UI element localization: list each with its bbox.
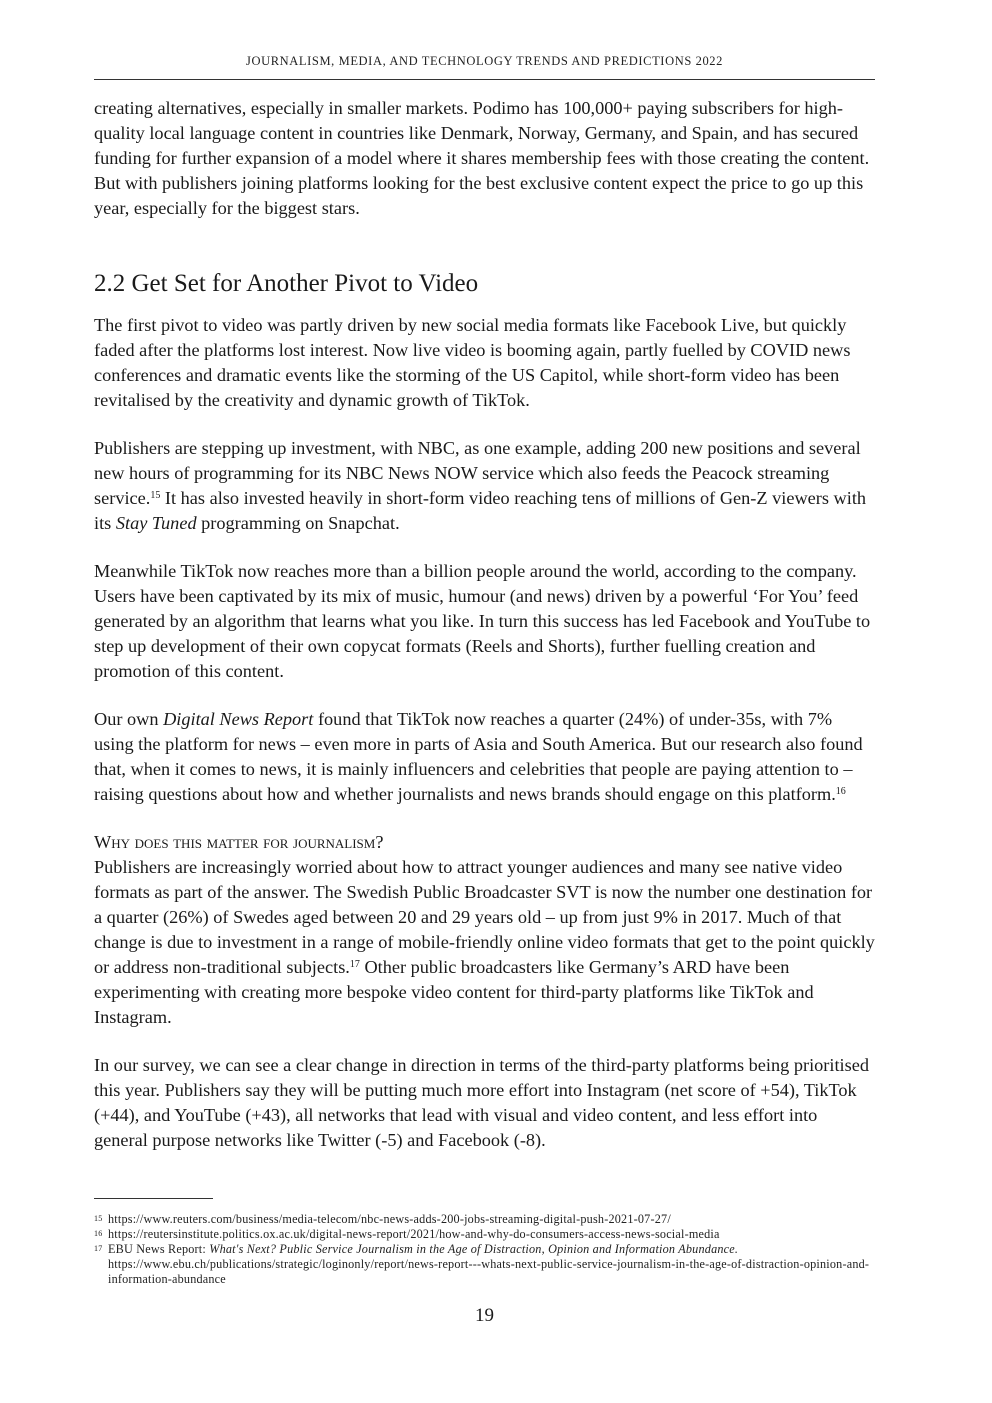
footnote-number: 16 bbox=[94, 1229, 103, 1238]
text-run: Other public broadcasters like Germany’s ARD have been experimenting with creating more bespoke video content for third-party platforms like TikTok and Instagram. bbox=[94, 957, 814, 1027]
section-heading: 2.2 Get Set for Another Pivot to Video bbox=[94, 270, 479, 297]
paragraph: Meanwhile TikTok now reaches more than a billion people around the world, according to the company. Users have been captivated by its mix of music, humour (and news) driven by a powerful ‘For You’ feed generated by an algorithm that learns what you like. In turn this success has led Facebook and YouTube to step up development of their own copycat formats (Reels and Shorts), further fuelling creation and promotion of this content. bbox=[94, 561, 871, 681]
footnote-link[interactable]: https://www.ebu.ch/publications/strategic/loginonly/report/news-report---whats-next-public-service-journalism-in-the-age-of-distraction-opinion-and-information-abundance bbox=[108, 1257, 870, 1286]
footnote bbox=[94, 1227, 875, 1242]
footnote-number: 17 bbox=[94, 1244, 103, 1253]
running-header: JOURNALISM, MEDIA, AND TECHNOLOGY TRENDS AND PREDICTIONS 2022 bbox=[245, 54, 723, 68]
footnote-link[interactable]: https://reutersinstitute.politics.ox.ac.uk/digital-news-report/2021/how-and-why-do-consumers-access-news-social-media bbox=[108, 1227, 720, 1241]
page-number: 19 bbox=[475, 1305, 494, 1326]
italic-title: Stay Tuned bbox=[115, 513, 197, 533]
paragraph: The first pivot to video was partly driven by new social media formats like Facebook Live, but quickly faded after the platforms lost interest. Now live video is booming again, partly fuelled by COVID news conferences and dramatic events like the storming of the US Capitol, while short-form video has been revitalised by the creativity and dynamic growth of TikTok. bbox=[94, 315, 851, 410]
footnote-link[interactable]: https://www.reuters.com/business/media-telecom/nbc-news-adds-200-jobs-streaming-digital-push-2021-07-27/ bbox=[108, 1212, 671, 1226]
body-text bbox=[94, 96, 875, 1153]
text-run: Publishers are increasingly worried about how to attract younger audiences and many see native video formats as part of the answer. The Swedish Public Broadcaster SVT is now the number one destination for a quarter (26%) of Swedes aged between 20 and 29 years old – up from just 9% in 2017. Much of that change is due to investment in a range of mobile-friendly online video formats that get to the point quickly or address non-traditional subjects. bbox=[94, 857, 875, 977]
footnote-italic-title: What's Next? Public Service Journalism in the Age of Distraction, Opinion and Information Abundance. bbox=[209, 1242, 739, 1256]
paragraph bbox=[94, 436, 875, 536]
footnote-ref[interactable]: 17 bbox=[349, 959, 360, 970]
footnote bbox=[94, 1242, 875, 1287]
paragraph: creating alternatives, especially in smaller markets. Podimo has 100,000+ paying subscribers for high-quality local language content in countries like Denmark, Norway, Germany, and Spain, and has secured funding for further expansion of a model where it shares membership fees with those creating the content. But with publishers joining platforms looking for the best exclusive content expect the price to go up this year, especially for the biggest stars. bbox=[94, 98, 870, 218]
text-run: It has also invested heavily in short-form video reaching tens of millions of Gen-Z viewers with its bbox=[94, 488, 867, 533]
header-rule bbox=[94, 79, 875, 80]
footnote-number: 15 bbox=[94, 1214, 103, 1223]
footnote-text: EBU News Report: bbox=[108, 1242, 210, 1256]
paragraph bbox=[94, 855, 875, 1030]
subheading: Why does this matter for journalism? bbox=[94, 832, 384, 852]
footnote bbox=[94, 1212, 875, 1227]
footnote-ref[interactable]: 16 bbox=[835, 786, 846, 797]
paragraph: In our survey, we can see a clear change in direction in terms of the third-party platforms being prioritised this year. Publishers say they will be putting much more effort into Instagram (net score of +54), TikTok (+44), and YouTube (+43), all networks that lead with visual and video content, and less effort into general purpose networks like Twitter (-5) and Facebook (-8). bbox=[94, 1055, 869, 1150]
text-run: found that TikTok now reaches a quarter (24%) of under-35s, with 7% using the platform for news – even more in parts of Asia and South America. But our research also found that, when it comes to news, it is mainly influencers and celebrities that people are paying attention to – raising questions about how and whether journalists and news brands should engage on this platform. bbox=[94, 709, 863, 804]
text-run: programming on Snapchat. bbox=[196, 513, 400, 533]
text-run: Publishers are stepping up investment, with NBC, as one example, adding 200 new positions and several new hours of programming for its NBC News NOW service which also feeds the Peacock streaming service. bbox=[94, 438, 861, 508]
italic-title: Digital News Report bbox=[163, 709, 314, 729]
text-run: Our own bbox=[94, 709, 164, 729]
footnotes bbox=[94, 1212, 875, 1287]
footnote-ref[interactable]: 15 bbox=[150, 490, 161, 501]
footnote-rule bbox=[94, 1198, 213, 1199]
paragraph bbox=[94, 707, 875, 807]
